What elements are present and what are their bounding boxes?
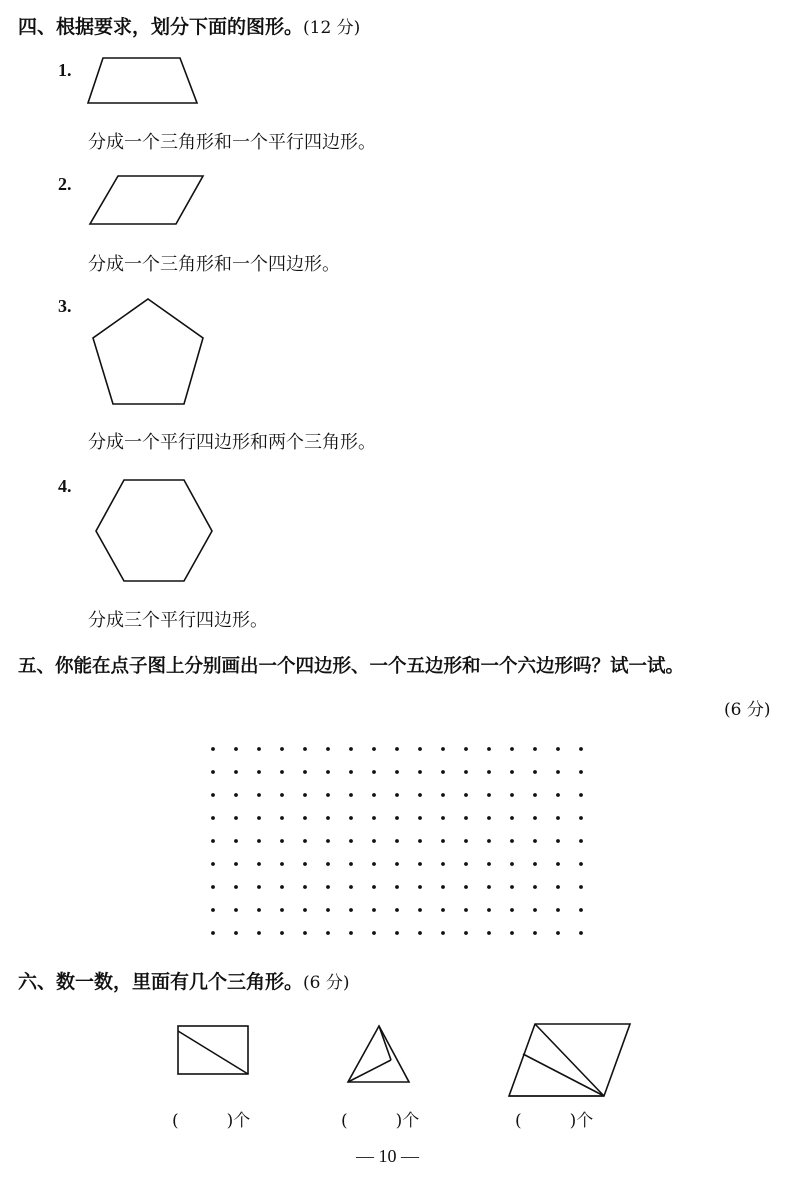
item-4-number: 4. [58, 476, 72, 496]
answer-blank-3[interactable] [515, 1106, 593, 1131]
item-3-instruction: 分成一个平行四边形和两个三角形。 [88, 432, 376, 453]
answer-blank-1[interactable] [172, 1106, 250, 1131]
item-1-instruction: 分成一个三角形和一个平行四边形。 [88, 132, 376, 153]
unit-label: 个 [233, 1111, 251, 1131]
paren-close: ) [569, 1111, 577, 1131]
answer-blank-2[interactable] [341, 1106, 419, 1131]
section-6-title: 六、数一数，里面有几个三角形。 [18, 971, 304, 993]
paren-open: ( [515, 1111, 522, 1131]
paren-close: ) [395, 1111, 403, 1131]
section-4-title: 四、根据要求，划分下面的图形。 [18, 16, 304, 38]
item-1-number: 1. [58, 60, 72, 80]
paren-close: ) [226, 1111, 234, 1131]
item-2-number: 2. [58, 174, 72, 194]
item-4-instruction: 分成三个平行四边形。 [88, 610, 268, 631]
paren-open: ( [341, 1111, 348, 1131]
item-3-number: 3. [58, 296, 72, 316]
section-4-points: (12 分) [303, 18, 361, 38]
unit-label: 个 [576, 1111, 594, 1131]
paren-open: ( [172, 1111, 179, 1131]
item-2-instruction: 分成一个三角形和一个四边形。 [88, 254, 340, 275]
section-5-points: (6 分) [724, 700, 771, 720]
page-number: — 10 — [356, 1146, 419, 1166]
section-5-heading: 五、你能在点子图上分别画出一个四边形、一个五边形和一个六边形吗？试一试。 [18, 656, 685, 677]
section-6-points: (6 分) [303, 973, 350, 993]
unit-label: 个 [402, 1111, 420, 1131]
